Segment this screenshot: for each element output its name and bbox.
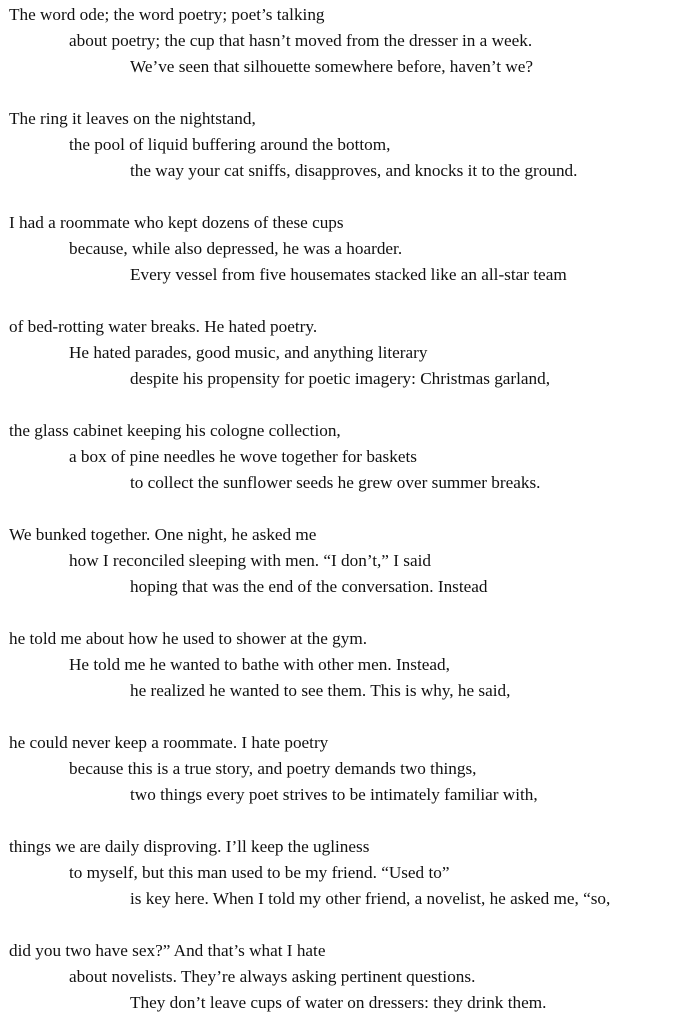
poem-line: he realized he wanted to see them. This is why, he said,	[130, 681, 511, 700]
poem-line: a box of pine needles he wove together for baskets	[69, 447, 417, 466]
poem-line: things we are daily disproving. I’ll keep the ugliness	[9, 837, 370, 856]
poem-line: because, while also depressed, he was a hoarder.	[69, 239, 403, 258]
poem-line: did you two have sex?” And that’s what I hate	[9, 941, 326, 960]
poem-line: about poetry; the cup that hasn’t moved from the dresser in a week.	[69, 31, 533, 50]
poem-line: We’ve seen that silhouette somewhere before, haven’t we?	[130, 57, 533, 76]
poem-line: The word ode; the word poetry; poet’s talking	[9, 5, 325, 24]
poem-line: the pool of liquid buffering around the bottom,	[69, 135, 391, 154]
poem-line: of bed-rotting water breaks. He hated poetry.	[9, 317, 318, 336]
poem-line: Every vessel from five housemates stacked like an all-star team	[130, 265, 567, 284]
poem-line: despite his propensity for poetic imagery: Christmas garland,	[130, 369, 551, 388]
poem-line: hoping that was the end of the conversation. Instead	[130, 577, 488, 596]
poem-line: I had a roommate who kept dozens of these cups	[9, 213, 344, 232]
poem-line: he could never keep a roommate. I hate poetry	[9, 733, 329, 752]
poem-line: They don’t leave cups of water on dressers: they drink them.	[130, 993, 547, 1012]
poem-line: about novelists. They’re always asking pertinent questions.	[69, 967, 476, 986]
poem-line: The ring it leaves on the nightstand,	[9, 109, 256, 128]
poem-line: to collect the sunflower seeds he grew over summer breaks.	[130, 473, 541, 492]
poem-line: how I reconciled sleeping with men. “I don’t,” I said	[69, 551, 431, 570]
poem-line: He told me he wanted to bathe with other men. Instead,	[69, 655, 450, 674]
poem-line: because this is a true story, and poetry demands two things,	[69, 759, 477, 778]
poem-line: He hated parades, good music, and anything literary	[69, 343, 428, 362]
poem-line: the glass cabinet keeping his cologne collection,	[9, 421, 341, 440]
poem-line: two things every poet strives to be intimately familiar with,	[130, 785, 538, 804]
poem-line: is key here. When I told my other friend, a novelist, he asked me, “so,	[130, 889, 611, 908]
poem-line: he told me about how he used to shower at the gym.	[9, 629, 368, 648]
poem-line: We bunked together. One night, he asked me	[9, 525, 317, 544]
poem-line: to myself, but this man used to be my friend. “Used to”	[69, 863, 450, 882]
poem-line: the way your cat sniffs, disapproves, and knocks it to the ground.	[130, 161, 578, 180]
